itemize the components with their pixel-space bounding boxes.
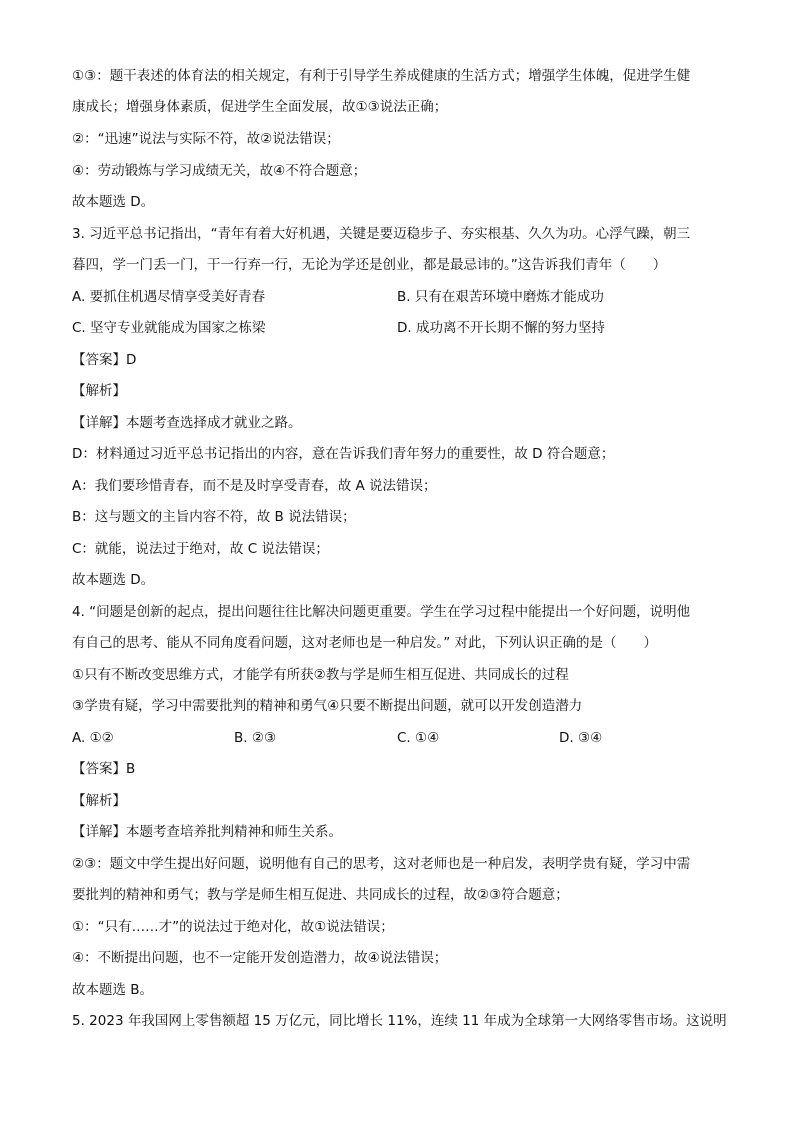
q3-option-b: B. 只有在艰苦环境中磨炼才能成功	[397, 289, 604, 305]
q3-explain-line-4: C：就能，说法过于绝对，故 C 说法错误；	[72, 541, 329, 557]
q3-option-d: D. 成功离不开长期不懈的努力坚持	[397, 320, 605, 336]
q4-analysis-title: 【解析】	[72, 793, 126, 809]
q4-option-d: D. ③④	[559, 730, 603, 746]
q2-conclusion: 故本题选 D。	[72, 194, 155, 210]
q2-explain-line-3: ②：“迅速”说法与实际不符，故②说法错误；	[72, 131, 340, 147]
q3-stem-line-1: 3. 习近平总书记指出，“青年有着大好机遇，关键是要迈稳步子、夯实根基、久久为功。心浮气躁，朝三	[72, 226, 691, 242]
q4-explain-line-2: 要批判的精神和勇气；教与学是师生相互促进、共同成长的过程，故②③符合题意；	[72, 887, 569, 903]
q4-conclusion: 故本题选 B。	[72, 982, 154, 998]
q2-explain-line-1: ①③：题干表述的体育法的相关规定，有利于引导学生养成健康的生活方式；增强学生体魄，促进学生健	[72, 68, 691, 84]
q4-stem-line-1: 4. “问题是创新的起点，提出问题往往比解决问题更重要。学生在学习过程中能提出一个好问题，说明他	[72, 604, 691, 620]
q4-stem-line-4: ③学贵有疑，学习中需要批判的精神和勇气④只要不断提出问题，就可以开发创造潜力	[72, 698, 583, 714]
q4-stem-line-2: 有自己的思考、能从不同角度看问题，这对老师也是一种启发。” 对此，下列认识正确的是（ ）	[72, 635, 658, 651]
q4-explain-line-3: ①：“只有……才”的说法过于绝对化，故①说法错误；	[72, 919, 394, 935]
q3-option-c: C. 坚守专业就能成为国家之栋梁	[72, 320, 266, 336]
q4-stem-line-3: ①只有不断改变思维方式，才能学有所获②教与学是师生相互促进、共同成长的过程	[72, 667, 569, 683]
q3-answer: 【答案】D	[72, 352, 137, 368]
q4-option-a: A. ①②	[72, 730, 114, 746]
q3-analysis-title: 【解析】	[72, 383, 126, 399]
q4-explain-line-1: ②③：题文中学生提出好问题，说明他有自己的思考，这对老师也是一种启发，表明学贵有疑，学习中需	[72, 856, 691, 872]
q3-detail: 【详解】本题考查选择成才就业之路。	[72, 415, 302, 431]
q3-explain-line-3: B：这与题文的主旨内容不符，故 B 说法错误；	[72, 509, 356, 525]
q2-explain-line-4: ④：劳动锻炼与学习成绩无关，故④不符合题意；	[72, 163, 367, 179]
q5-stem-line-1: 5. 2023 年我国网上零售额超 15 万亿元，同比增长 11%，连续 11 年成为全球第一大网络零售市场。这说明	[72, 1013, 727, 1029]
q4-option-c: C. ①④	[397, 730, 440, 746]
q3-option-a: A. 要抓住机遇尽情享受美好青春	[72, 289, 266, 305]
q3-stem-line-2: 暮四，学一门丢一门，干一行弃一行，无论为学还是创业，都是最忌讳的。”这告诉我们青年（ ）	[72, 257, 667, 273]
q4-explain-line-4: ④：不断提出问题，也不一定能开发创造潜力，故④说法错误；	[72, 950, 448, 966]
q4-answer: 【答案】B	[72, 761, 136, 777]
q3-conclusion: 故本题选 D。	[72, 572, 155, 588]
q3-explain-line-1: D：材料通过习近平总书记指出的内容，意在告诉我们青年努力的重要性，故 D 符合题意；	[72, 446, 615, 462]
q3-explain-line-2: A：我们要珍惜青春，而不是及时享受青春，故 A 说法错误；	[72, 478, 437, 494]
q4-detail: 【详解】本题考查培养批判精神和师生关系。	[72, 824, 342, 840]
q2-explain-line-2: 康成长；增强身体素质，促进学生全面发展，故①③说法正确；	[72, 99, 448, 115]
q4-option-b: B. ②③	[234, 730, 277, 746]
